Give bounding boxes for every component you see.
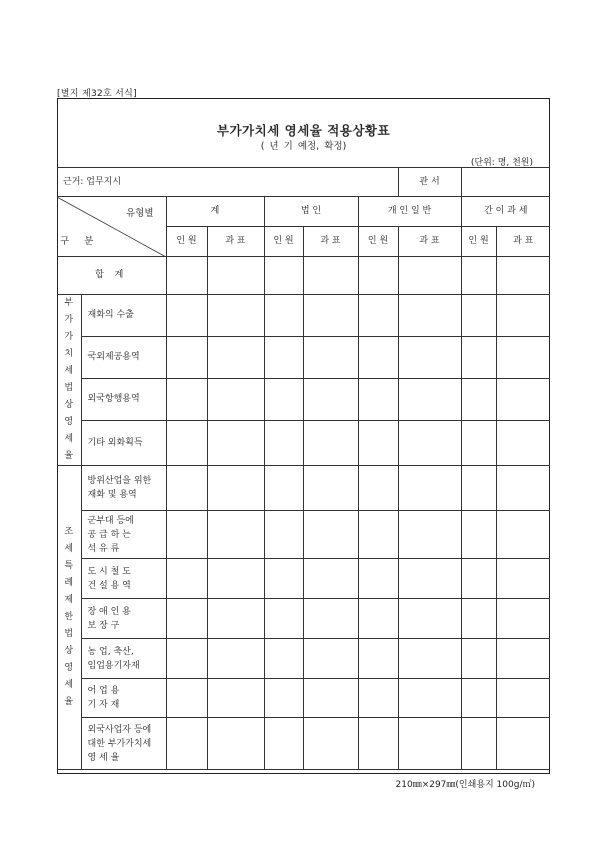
count-entry-cell[interactable] (358, 599, 398, 639)
special-item-row (57, 466, 550, 511)
special-law-group-label: 조 세 특 례 제 한 법 상 영 세 율 (57, 466, 81, 770)
tax-base-entry-cell[interactable] (496, 336, 550, 378)
special-item-label (81, 639, 166, 679)
tax-base-entry-cell[interactable] (303, 295, 358, 337)
tax-base-entry-cell[interactable] (303, 511, 358, 559)
count-entry-cell[interactable] (461, 511, 496, 559)
group-header-individual-general: 개 인 일 반 (358, 197, 461, 227)
special-item-label-line: 어 업 용 (87, 686, 120, 696)
vat-item-row (57, 295, 550, 337)
header-diagonal-cell (57, 197, 166, 257)
tax-base-entry-cell[interactable] (303, 679, 358, 718)
count-entry-cell[interactable] (461, 599, 496, 639)
sub-header-count: 인 원 (264, 227, 303, 257)
special-item-label (81, 466, 166, 511)
total-row (57, 257, 550, 295)
sub-header-base: 과 표 (303, 227, 358, 257)
special-item-row (57, 559, 550, 599)
special-item-label-line: 재화 및 용역 (87, 490, 137, 500)
statistics-table (57, 167, 550, 770)
count-entry-cell[interactable] (264, 378, 303, 420)
tax-base-entry-cell[interactable] (496, 718, 550, 770)
office-value-field[interactable] (461, 168, 550, 197)
sub-header-base: 과 표 (398, 227, 461, 257)
tax-base-entry-cell[interactable] (496, 295, 550, 337)
count-entry-cell[interactable] (358, 420, 398, 465)
vat-item-row (57, 378, 550, 420)
count-entry-cell[interactable] (358, 466, 398, 511)
count-entry-cell[interactable] (461, 466, 496, 511)
count-entry-cell[interactable] (358, 559, 398, 599)
tax-base-entry-cell[interactable] (207, 511, 264, 559)
count-entry-cell[interactable] (166, 511, 207, 559)
special-item-label-line: 보 장 구 (87, 620, 120, 631)
tax-base-entry-cell[interactable] (496, 599, 550, 639)
header-row-groups (57, 197, 550, 227)
tax-base-entry-cell[interactable] (207, 679, 264, 718)
type-label: 유형별 (125, 208, 154, 219)
count-entry-cell[interactable] (461, 257, 496, 295)
tax-base-entry-cell[interactable] (398, 466, 461, 511)
count-entry-cell[interactable] (166, 679, 207, 718)
count-entry-cell[interactable] (358, 257, 398, 295)
count-entry-cell[interactable] (166, 559, 207, 599)
count-entry-cell[interactable] (358, 336, 398, 378)
tax-base-entry-cell[interactable] (398, 639, 461, 679)
count-entry-cell[interactable] (358, 679, 398, 718)
count-entry-cell[interactable] (264, 257, 303, 295)
vat-item-row (57, 420, 550, 465)
vat-item-row (57, 336, 550, 378)
vat-item-label: 기타 외화획득 (81, 420, 166, 465)
special-item-row (57, 679, 550, 718)
tax-base-entry-cell[interactable] (207, 336, 264, 378)
tax-base-entry-cell[interactable] (207, 559, 264, 599)
special-item-label-line: 외국사업자 등에 (87, 724, 152, 735)
count-entry-cell[interactable] (264, 466, 303, 511)
special-item-row (57, 511, 550, 559)
special-item-row (57, 599, 550, 639)
count-entry-cell[interactable] (264, 336, 303, 378)
tax-base-entry-cell[interactable] (496, 679, 550, 718)
sub-header-base: 과 표 (207, 227, 264, 257)
special-item-label-line: 장 애 인 용 (87, 606, 131, 617)
tax-base-entry-cell[interactable] (303, 257, 358, 295)
special-item-label (81, 679, 166, 718)
count-entry-cell[interactable] (264, 639, 303, 679)
vat-item-label: 재화의 수출 (81, 295, 166, 337)
unit-label: (단위: 명, 천원) (470, 158, 533, 168)
tax-base-entry-cell[interactable] (496, 511, 550, 559)
tax-base-entry-cell[interactable] (496, 257, 550, 295)
tax-base-entry-cell[interactable] (207, 378, 264, 420)
count-entry-cell[interactable] (166, 295, 207, 337)
vat-law-group-label: 부 가 가 치 세 법 상 영 세 율 (57, 295, 81, 466)
tax-base-entry-cell[interactable] (303, 718, 358, 770)
count-entry-cell[interactable] (358, 378, 398, 420)
tax-base-entry-cell[interactable] (496, 378, 550, 420)
count-entry-cell[interactable] (166, 466, 207, 511)
special-item-label-line: 건 설 용 역 (87, 580, 131, 591)
count-entry-cell[interactable] (461, 718, 496, 770)
sub-header-count: 인 원 (358, 227, 398, 257)
special-item-label-line: 기 자 재 (87, 700, 120, 710)
special-item-label (81, 511, 166, 559)
tax-base-entry-cell[interactable] (303, 378, 358, 420)
count-entry-cell[interactable] (264, 511, 303, 559)
tax-base-entry-cell[interactable] (303, 420, 358, 465)
tax-base-entry-cell[interactable] (303, 466, 358, 511)
tax-base-entry-cell[interactable] (207, 257, 264, 295)
tax-base-entry-cell[interactable] (398, 599, 461, 639)
count-entry-cell[interactable] (264, 718, 303, 770)
special-item-label (81, 559, 166, 599)
special-item-label (81, 718, 166, 770)
tax-base-entry-cell[interactable] (496, 559, 550, 599)
special-item-label-line: 농 업, 축산, (87, 646, 134, 657)
total-row-label: 합 계 (57, 257, 166, 295)
tax-base-entry-cell[interactable] (496, 420, 550, 465)
sub-header-base: 과 표 (496, 227, 550, 257)
tax-base-entry-cell[interactable] (496, 466, 550, 511)
category-label: 구 분 (60, 236, 100, 247)
tax-base-entry-cell[interactable] (496, 639, 550, 679)
tax-base-entry-cell[interactable] (303, 639, 358, 679)
special-item-label-line: 도 시 철 도 (87, 566, 131, 577)
tax-base-entry-cell[interactable] (207, 639, 264, 679)
count-entry-cell[interactable] (461, 559, 496, 599)
special-item-label-line: 석 유 류 (87, 543, 120, 554)
count-entry-cell[interactable] (358, 295, 398, 337)
special-item-row (57, 718, 550, 770)
group-header-simplified: 간 이 과 세 (461, 197, 550, 227)
count-entry-cell[interactable] (358, 511, 398, 559)
special-item-label-line: 대한 부가가치세 (87, 738, 152, 749)
count-entry-cell[interactable] (264, 559, 303, 599)
count-entry-cell[interactable] (264, 679, 303, 718)
vat-item-label: 국외제공용역 (81, 336, 166, 378)
office-label: 관 서 (398, 168, 461, 197)
special-item-label-line: 공 급 하 는 (87, 529, 131, 540)
count-entry-cell[interactable] (461, 679, 496, 718)
special-item-label-line: 방위산업을 위한 (87, 476, 152, 486)
form-title: 부가가치세 영세율 적용상황표 (216, 123, 391, 138)
tax-base-entry-cell[interactable] (207, 718, 264, 770)
count-entry-cell[interactable] (166, 718, 207, 770)
tax-base-entry-cell[interactable] (207, 466, 264, 511)
basis-row (57, 168, 550, 197)
count-entry-cell[interactable] (166, 639, 207, 679)
count-entry-cell[interactable] (166, 336, 207, 378)
basis-label: 근거: 업무지시 (57, 168, 398, 197)
sub-header-count: 인 원 (461, 227, 496, 257)
count-entry-cell[interactable] (166, 420, 207, 465)
tax-base-entry-cell[interactable] (398, 559, 461, 599)
count-entry-cell[interactable] (264, 420, 303, 465)
tax-base-entry-cell[interactable] (303, 336, 358, 378)
group-header-total: 계 (166, 197, 264, 227)
special-item-label-line: 영 세 율 (87, 752, 120, 763)
special-item-label-line: 군부대 등에 (87, 515, 134, 526)
count-entry-cell[interactable] (461, 295, 496, 337)
tax-base-entry-cell[interactable] (207, 599, 264, 639)
count-entry-cell[interactable] (166, 599, 207, 639)
special-item-label (81, 599, 166, 639)
count-entry-cell[interactable] (166, 257, 207, 295)
count-entry-cell[interactable] (166, 378, 207, 420)
vat-item-label: 외국항행용역 (81, 378, 166, 420)
count-entry-cell[interactable] (264, 295, 303, 337)
tax-base-entry-cell[interactable] (398, 511, 461, 559)
tax-base-entry-cell[interactable] (398, 679, 461, 718)
count-entry-cell[interactable] (461, 378, 496, 420)
form-number: [별지 제32호 서식] (57, 89, 137, 99)
tax-base-entry-cell[interactable] (398, 718, 461, 770)
tax-base-entry-cell[interactable] (303, 599, 358, 639)
count-entry-cell[interactable] (358, 639, 398, 679)
tax-base-entry-cell[interactable] (398, 420, 461, 465)
tax-base-entry-cell[interactable] (303, 559, 358, 599)
sub-header-count: 인 원 (166, 227, 207, 257)
count-entry-cell[interactable] (461, 639, 496, 679)
count-entry-cell[interactable] (264, 599, 303, 639)
tax-base-entry-cell[interactable] (398, 378, 461, 420)
tax-base-entry-cell[interactable] (207, 420, 264, 465)
count-entry-cell[interactable] (358, 718, 398, 770)
count-entry-cell[interactable] (461, 336, 496, 378)
tax-base-entry-cell[interactable] (398, 257, 461, 295)
tax-base-entry-cell[interactable] (398, 295, 461, 337)
tax-base-entry-cell[interactable] (398, 336, 461, 378)
group-header-corporation: 법 인 (264, 197, 358, 227)
paper-size-note: 210㎜×297㎜(인쇄용지 100g/㎡) (395, 780, 535, 790)
special-item-row (57, 639, 550, 679)
form-subtitle: ( 년 기 예정, 확정) (260, 141, 347, 152)
special-item-label-line: 임업용기자재 (87, 660, 140, 671)
tax-base-entry-cell[interactable] (207, 295, 264, 337)
count-entry-cell[interactable] (461, 420, 496, 465)
